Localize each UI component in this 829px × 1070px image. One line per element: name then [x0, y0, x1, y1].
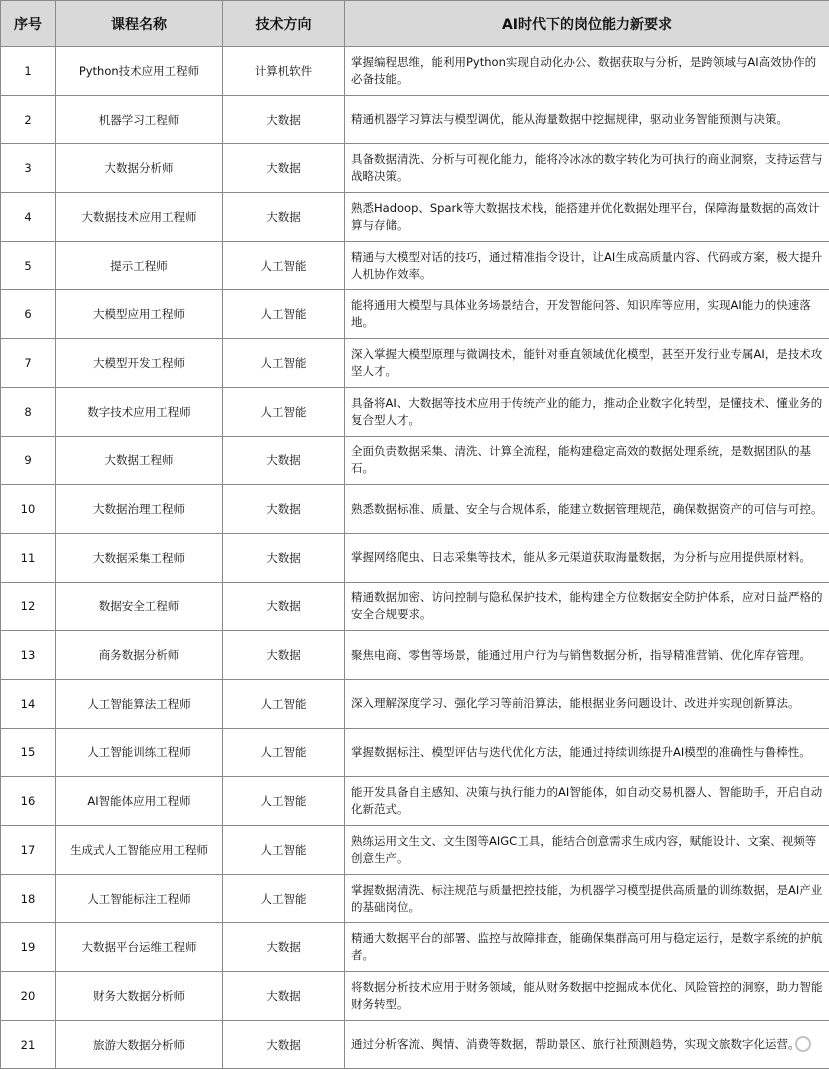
table-row — [1, 387, 829, 436]
table-row — [1, 290, 829, 339]
table-row — [1, 874, 829, 923]
table-row — [1, 631, 829, 680]
course-name: 数据安全工程师 — [56, 582, 223, 631]
tech-direction: 人工智能 — [223, 874, 345, 923]
tech-direction: 大数据 — [223, 436, 345, 485]
tech-direction: 大数据 — [223, 923, 345, 972]
row-number: 8 — [1, 387, 56, 436]
job-requirements: 掌握网络爬虫、日志采集等技术，能从多元渠道获取海量数据，为分析与应用提供原材料。 — [345, 533, 829, 582]
job-requirements: 具备数据清洗、分析与可视化能力，能将冷冰冰的数字转化为可执行的商业洞察，支持运营与战略决策。 — [345, 144, 829, 193]
job-requirements: 掌握数据标注、模型评估与迭代优化方法，能通过持续训练提升AI模型的准确性与鲁棒性。 — [345, 728, 829, 777]
job-requirements: 精通数据加密、访问控制与隐私保护技术，能构建全方位数据安全防护体系，应对日益严格的安全合规要求。 — [345, 582, 829, 631]
row-number: 7 — [1, 339, 56, 388]
job-requirements: 精通机器学习算法与模型调优，能从海量数据中挖掘规律，驱动业务智能预测与决策。 — [345, 95, 829, 144]
course-name: 大数据技术应用工程师 — [56, 193, 223, 242]
job-requirements: 通过分析客流、舆情、消费等数据，帮助景区、旅行社预测趋势，实现文旅数字化运营。 — [345, 1020, 829, 1069]
job-requirements: 将数据分析技术应用于财务领域，能从财务数据中挖掘成本优化、风险管控的洞察，助力智能财务转型。 — [345, 972, 829, 1021]
header-number: 序号 — [1, 1, 56, 47]
tech-direction: 人工智能 — [223, 387, 345, 436]
table-row — [1, 193, 829, 242]
course-name: 机器学习工程师 — [56, 95, 223, 144]
course-name: 大数据工程师 — [56, 436, 223, 485]
tech-direction: 人工智能 — [223, 679, 345, 728]
job-requirements: 能将通用大模型与具体业务场景结合，开发智能问答、知识库等应用，实现AI能力的快速落地。 — [345, 290, 829, 339]
row-number: 9 — [1, 436, 56, 485]
table-row — [1, 728, 829, 777]
row-number: 6 — [1, 290, 56, 339]
tech-direction: 人工智能 — [223, 339, 345, 388]
course-name: 人工智能训练工程师 — [56, 728, 223, 777]
course-name: 生成式人工智能应用工程师 — [56, 826, 223, 875]
table-body — [1, 47, 829, 1069]
row-number: 17 — [1, 826, 56, 875]
table-row — [1, 144, 829, 193]
course-name: 大数据分析师 — [56, 144, 223, 193]
tech-direction: 大数据 — [223, 582, 345, 631]
course-name: 提示工程师 — [56, 241, 223, 290]
row-number: 16 — [1, 777, 56, 826]
job-requirements: 深入理解深度学习、强化学习等前沿算法，能根据业务问题设计、改进并实现创新算法。 — [345, 679, 829, 728]
course-name: 大数据治理工程师 — [56, 485, 223, 534]
row-number: 3 — [1, 144, 56, 193]
table-row — [1, 436, 829, 485]
table-row — [1, 95, 829, 144]
row-number: 2 — [1, 95, 56, 144]
job-requirements: 具备将AI、大数据等技术应用于传统产业的能力，推动企业数字化转型，是懂技术、懂业务的复合型人才。 — [345, 387, 829, 436]
row-number: 18 — [1, 874, 56, 923]
tech-direction: 人工智能 — [223, 241, 345, 290]
header-tech-direction: 技术方向 — [223, 1, 345, 47]
course-name: Python技术应用工程师 — [56, 47, 223, 96]
table-row — [1, 972, 829, 1021]
job-requirements: 全面负责数据采集、清洗、计算全流程，能构建稳定高效的数据处理系统，是数据团队的基石。 — [345, 436, 829, 485]
course-name: 旅游大数据分析师 — [56, 1020, 223, 1069]
job-requirements: 熟练运用文生文、文生图等AIGC工具，能结合创意需求生成内容，赋能设计、文案、视频等创意生产。 — [345, 826, 829, 875]
row-number: 4 — [1, 193, 56, 242]
tech-direction: 大数据 — [223, 533, 345, 582]
row-number: 14 — [1, 679, 56, 728]
row-number: 10 — [1, 485, 56, 534]
row-number: 15 — [1, 728, 56, 777]
table-row — [1, 47, 829, 96]
job-requirements: 掌握编程思维，能利用Python实现自动化办公、数据获取与分析，是跨领域与AI高效协作的必备技能。 — [345, 47, 829, 96]
job-requirements: 精通大数据平台的部署、监控与故障排查，能确保集群高可用与稳定运行，是数字系统的护航者。 — [345, 923, 829, 972]
table-row — [1, 582, 829, 631]
row-number: 12 — [1, 582, 56, 631]
table-row — [1, 923, 829, 972]
job-requirements: 熟悉Hadoop、Spark等大数据技术栈，能搭建并优化数据处理平台，保障海量数据的高效计算与存储。 — [345, 193, 829, 242]
tech-direction: 人工智能 — [223, 290, 345, 339]
course-name: 大数据平台运维工程师 — [56, 923, 223, 972]
row-number: 5 — [1, 241, 56, 290]
tech-direction: 人工智能 — [223, 826, 345, 875]
row-number: 19 — [1, 923, 56, 972]
table-row — [1, 826, 829, 875]
tech-direction: 大数据 — [223, 193, 345, 242]
course-name: 大数据采集工程师 — [56, 533, 223, 582]
course-name: 大模型开发工程师 — [56, 339, 223, 388]
course-name: 大模型应用工程师 — [56, 290, 223, 339]
course-name: 人工智能算法工程师 — [56, 679, 223, 728]
tech-direction: 人工智能 — [223, 728, 345, 777]
header-requirements: AI时代下的岗位能力新要求 — [345, 1, 829, 47]
row-number: 1 — [1, 47, 56, 96]
row-number: 11 — [1, 533, 56, 582]
table-row — [1, 533, 829, 582]
job-requirements: 能开发具备自主感知、决策与执行能力的AI智能体，如自动交易机器人、智能助手，开启自动化新范式。 — [345, 777, 829, 826]
tech-direction: 大数据 — [223, 95, 345, 144]
table-row — [1, 777, 829, 826]
table-row — [1, 485, 829, 534]
tech-direction: 人工智能 — [223, 777, 345, 826]
row-number: 20 — [1, 972, 56, 1021]
course-name: 人工智能标注工程师 — [56, 874, 223, 923]
table-row — [1, 1020, 829, 1069]
tech-direction: 大数据 — [223, 144, 345, 193]
table-row — [1, 339, 829, 388]
row-number: 21 — [1, 1020, 56, 1069]
course-name: 商务数据分析师 — [56, 631, 223, 680]
tech-direction: 计算机软件 — [223, 47, 345, 96]
job-requirements: 掌握数据清洗、标注规范与质量把控技能，为机器学习模型提供高质量的训练数据，是AI产业的基础岗位。 — [345, 874, 829, 923]
tech-direction: 大数据 — [223, 1020, 345, 1069]
job-requirements: 精通与大模型对话的技巧，通过精准指令设计，让AI生成高质量内容、代码或方案，极大提升人机协作效率。 — [345, 241, 829, 290]
table-row — [1, 241, 829, 290]
course-name: AI智能体应用工程师 — [56, 777, 223, 826]
header-course-name: 课程名称 — [56, 1, 223, 47]
tech-direction: 大数据 — [223, 972, 345, 1021]
table-row — [1, 679, 829, 728]
tech-direction: 大数据 — [223, 631, 345, 680]
job-requirements: 熟悉数据标准、质量、安全与合规体系，能建立数据管理规范，确保数据资产的可信与可控。 — [345, 485, 829, 534]
row-number: 13 — [1, 631, 56, 680]
course-name: 财务大数据分析师 — [56, 972, 223, 1021]
job-requirements: 聚焦电商、零售等场景，能通过用户行为与销售数据分析，指导精准营销、优化库存管理。 — [345, 631, 829, 680]
tech-direction: 大数据 — [223, 485, 345, 534]
course-name: 数字技术应用工程师 — [56, 387, 223, 436]
job-requirements: 深入掌握大模型原理与微调技术，能针对垂直领域优化模型，甚至开发行业专属AI，是技术攻坚人才。 — [345, 339, 829, 388]
header-row — [1, 1, 829, 47]
